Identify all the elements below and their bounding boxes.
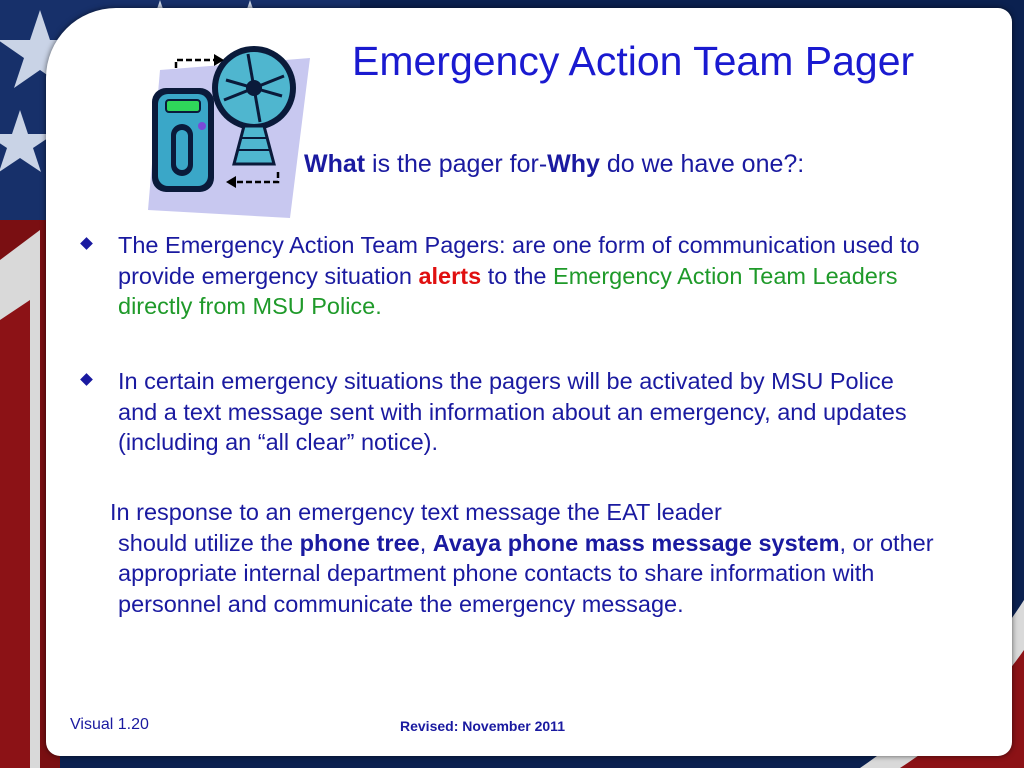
footer-visual-number: Visual 1.20 [70, 716, 149, 733]
paragraph-part1: should utilize the [118, 529, 300, 556]
paragraph-comma: , [419, 529, 433, 556]
footer-revised-date: Revised: November 2011 [400, 718, 565, 734]
bullet1-alerts: alerts [418, 262, 482, 289]
bullet1-green: Emergency Action Team Leaders directly from MSU Police. [118, 262, 898, 319]
subheading-why: Why [547, 150, 600, 178]
slide-title: Emergency Action Team Pager [352, 38, 915, 84]
paragraph-phone-tree: phone tree [299, 529, 420, 556]
pager-clipart-icon [140, 40, 320, 220]
bullet1-part2: to the [481, 262, 554, 289]
paragraph-avaya: Avaya phone mass message system [432, 529, 840, 556]
subheading [304, 150, 804, 179]
bullet1-part1: The Emergency Action Team Pagers: are one form of communication used to provide emergency situation [118, 232, 920, 289]
paragraph-intro: In response to an emergency text message the EAT leader [110, 499, 722, 525]
bullet-text [118, 230, 938, 322]
subheading-end: do we have one?: [599, 150, 805, 178]
bullet2-text: In certain emergency situations the pagers will be activated by MSU Police and a text message sent with information about an emergency, and updates (including an “all clear” notice). [118, 368, 907, 455]
response-paragraph [110, 497, 950, 619]
subheading-what: What [304, 150, 366, 178]
paragraph-rest [110, 528, 950, 620]
subheading-middle: is the pager for- [365, 150, 548, 178]
paragraph-part2: , or other appropriate internal department phone contacts to share information with personnel and communicate the emergency message. [118, 529, 934, 617]
